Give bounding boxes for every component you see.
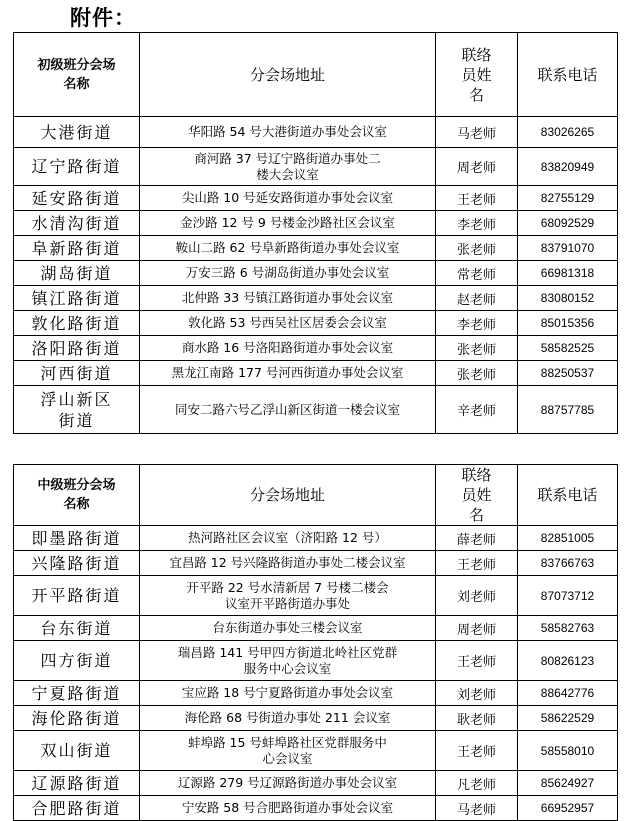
intermediate-venues-table (13, 464, 618, 821)
table-row (14, 641, 618, 681)
phone-cell: 87073712 (518, 576, 618, 616)
phone-cell: 58582525 (518, 336, 618, 361)
venue-name-cell: 湖岛街道 (14, 261, 140, 286)
phone-cell: 83080152 (518, 286, 618, 311)
phone-cell: 83791070 (518, 236, 618, 261)
address-cell: 万安三路 6 号湖岛街道办事处会议室 (140, 261, 436, 286)
header-contact: 联络员姓名 (436, 465, 518, 526)
table-row (14, 148, 618, 186)
table-row (14, 361, 618, 386)
contact-cell: 薛老师 (436, 526, 518, 551)
address-cell: 海伦路 68 号街道办事处 211 会议室 (140, 706, 436, 731)
phone-cell: 88250537 (518, 361, 618, 386)
table-row (14, 186, 618, 211)
table-row (14, 706, 618, 731)
venue-name-cell: 合肥路街道 (14, 796, 140, 821)
phone-cell: 83766763 (518, 551, 618, 576)
contact-cell: 王老师 (436, 641, 518, 681)
contact-cell: 周老师 (436, 148, 518, 186)
contact-cell: 张老师 (436, 336, 518, 361)
table-row (14, 526, 618, 551)
address-cell: 黑龙江南路 177 号河西街道办事处会议室 (140, 361, 436, 386)
address-cell: 台东街道办事处三楼会议室 (140, 616, 436, 641)
table-row (14, 796, 618, 821)
contact-cell: 李老师 (436, 211, 518, 236)
header-address: 分会场地址 (140, 465, 436, 526)
contact-cell: 辛老师 (436, 386, 518, 434)
address-cell-text: 开平路 22 号水清新居 7 号楼二楼会议室开平路街道办事处 (186, 579, 389, 611)
phone-cell: 66981318 (518, 261, 618, 286)
header-row (14, 33, 618, 117)
phone-cell: 82755129 (518, 186, 618, 211)
header-phone: 联系电话 (518, 33, 618, 117)
address-cell: 宜昌路 12 号兴隆路街道办事处二楼会议室 (140, 551, 436, 576)
table-row (14, 731, 618, 771)
venue-name-cell: 海伦路街道 (14, 706, 140, 731)
contact-cell: 刘老师 (436, 681, 518, 706)
address-cell: 商水路 16 号洛阳路街道办事处会议室 (140, 336, 436, 361)
venue-name-cell: 阜新路街道 (14, 236, 140, 261)
table-row (14, 681, 618, 706)
address-cell: 宁安路 58 号合肥路街道办事处会议室 (140, 796, 436, 821)
contact-cell: 张老师 (436, 361, 518, 386)
address-cell (140, 576, 436, 616)
address-cell: 宝应路 18 号宁夏路街道办事处会议室 (140, 681, 436, 706)
address-cell (140, 731, 436, 771)
table-row (14, 771, 618, 796)
address-cell (140, 641, 436, 681)
phone-cell: 58558010 (518, 731, 618, 771)
header-venue-name: 初级班分会场名称 (14, 33, 140, 117)
contact-cell: 常老师 (436, 261, 518, 286)
venue-name-cell: 辽源路街道 (14, 771, 140, 796)
page-heading: 附件： (70, 6, 136, 30)
header-row (14, 465, 618, 526)
phone-cell: 68092529 (518, 211, 618, 236)
contact-cell: 马老师 (436, 796, 518, 821)
venue-name-cell: 洛阳路街道 (14, 336, 140, 361)
address-cell: 尖山路 10 号延安路街道办事处会议室 (140, 186, 436, 211)
table-row (14, 236, 618, 261)
venue-name-cell: 台东街道 (14, 616, 140, 641)
address-cell: 同安二路六号乙浮山新区街道一楼会议室 (140, 386, 436, 434)
header-address: 分会场地址 (140, 33, 436, 117)
header-venue-name: 中级班分会场名称 (14, 465, 140, 526)
venue-name-cell (14, 386, 140, 434)
address-cell: 热河路社区会议室（济阳路 12 号） (140, 526, 436, 551)
address-cell: 敦化路 53 号西吴社区居委会会议室 (140, 311, 436, 336)
header-phone: 联系电话 (518, 465, 618, 526)
address-cell: 金沙路 12 号 9 号楼金沙路社区会议室 (140, 211, 436, 236)
contact-cell: 周老师 (436, 616, 518, 641)
venue-name-cell: 开平路街道 (14, 576, 140, 616)
header-contact: 联络员姓名 (436, 33, 518, 117)
venue-name-cell: 辽宁路街道 (14, 148, 140, 186)
beginner-venues-table (13, 32, 618, 434)
venue-name-cell: 大港街道 (14, 117, 140, 148)
phone-cell: 82851005 (518, 526, 618, 551)
venue-name-cell: 四方街道 (14, 641, 140, 681)
phone-cell: 66952957 (518, 796, 618, 821)
venue-name-cell: 兴隆路街道 (14, 551, 140, 576)
venue-name-cell: 延安路街道 (14, 186, 140, 211)
venue-name-cell: 镇江路街道 (14, 286, 140, 311)
venue-name-cell: 敦化路街道 (14, 311, 140, 336)
address-cell-text: 蚌埠路 15 号蚌埠路社区党群服务中心会议室 (188, 734, 387, 766)
phone-cell: 88642776 (518, 681, 618, 706)
address-cell (140, 148, 436, 186)
venue-name-cell: 河西街道 (14, 361, 140, 386)
table-row (14, 551, 618, 576)
venue-name-cell: 即墨路街道 (14, 526, 140, 551)
table-row (14, 386, 618, 434)
phone-cell: 83820949 (518, 148, 618, 186)
phone-cell: 80826123 (518, 641, 618, 681)
venue-name-cell-text: 浮山新区街道 (40, 389, 113, 430)
phone-cell: 58582763 (518, 616, 618, 641)
table-row (14, 286, 618, 311)
contact-cell: 马老师 (436, 117, 518, 148)
contact-cell: 张老师 (436, 236, 518, 261)
phone-cell: 88757785 (518, 386, 618, 434)
contact-cell: 刘老师 (436, 576, 518, 616)
table-row (14, 261, 618, 286)
table-row (14, 576, 618, 616)
venue-name-cell: 双山街道 (14, 731, 140, 771)
contact-cell: 王老师 (436, 551, 518, 576)
address-cell: 鞍山二路 62 号阜新路街道办事处会议室 (140, 236, 436, 261)
table-row (14, 311, 618, 336)
address-cell-text: 瑞昌路 141 号甲四方街道北岭社区党群服务中心会议室 (177, 644, 398, 676)
phone-cell: 85015356 (518, 311, 618, 336)
venue-name-cell: 水清沟街道 (14, 211, 140, 236)
phone-cell: 83026265 (518, 117, 618, 148)
contact-cell: 耿老师 (436, 706, 518, 731)
address-cell: 辽源路 279 号辽源路街道办事处会议室 (140, 771, 436, 796)
contact-cell: 王老师 (436, 731, 518, 771)
table-row (14, 336, 618, 361)
contact-cell: 李老师 (436, 311, 518, 336)
contact-cell: 赵老师 (436, 286, 518, 311)
address-cell: 北仲路 33 号镇江路街道办事处会议室 (140, 286, 436, 311)
table-row (14, 616, 618, 641)
table-row (14, 117, 618, 148)
phone-cell: 58622529 (518, 706, 618, 731)
venue-name-cell: 宁夏路街道 (14, 681, 140, 706)
contact-cell: 王老师 (436, 186, 518, 211)
phone-cell: 85624927 (518, 771, 618, 796)
address-cell-text: 商河路 37 号辽宁路街道办事处二楼大会议室 (194, 150, 381, 182)
address-cell: 华阳路 54 号大港街道办事处会议室 (140, 117, 436, 148)
table-row (14, 211, 618, 236)
contact-cell: 凡老师 (436, 771, 518, 796)
